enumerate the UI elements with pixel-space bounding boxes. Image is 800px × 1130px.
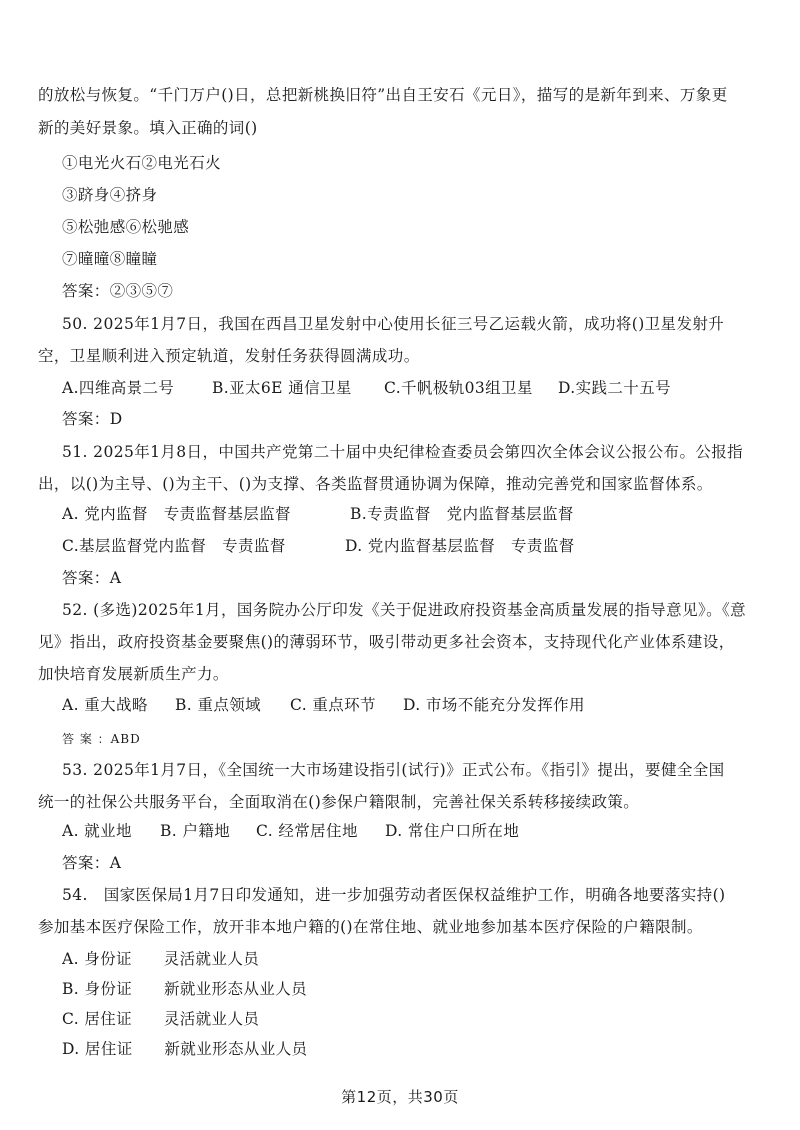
q54-option-c: C. 居住证 灵活就业人员 [62, 1010, 260, 1028]
q50-option-a: A.四维高景二号 [62, 379, 175, 397]
q50-answer: 答案：D [62, 410, 123, 428]
q52-text-line2: 见》指出，政府投资基金要聚焦()的薄弱环节，吸引带动更多社会资本，支持现代化产业体系建设， [38, 633, 735, 651]
q53-option-d: D. 常住户口所在地 [385, 822, 520, 840]
q52-option-b: B. 重点领域 [175, 696, 262, 714]
q53-option-a: A. 就业地 [62, 822, 132, 840]
q54-option-b: B. 身份证 新就业形态从业人员 [62, 980, 308, 998]
q53-option-c: C. 经常居住地 [256, 822, 358, 840]
page-number: 第12页，共30页 [341, 1088, 459, 1106]
q50-option-b: B.亚太6E 通信卫星 [212, 379, 352, 397]
q53-text-line1: 53. 2025年1月7日，《全国统一大市场建设指引(试行)》正式公布。《指引》提出，要健全全国 [62, 761, 725, 779]
q53-text-line2: 统一的社保公共服务平台，全面取消在()参保户籍限制，完善社保关系转移接续政策。 [38, 793, 640, 811]
q52-text-line3: 加快培育发展新质生产力。 [38, 665, 229, 683]
q53-answer: 答案：A [62, 854, 122, 872]
q51-option-a: A. 党内监督 专责监督基层监督 [62, 505, 291, 523]
q49-choice-2: ③跻身④挤身 [62, 186, 158, 204]
q51-option-b: B.专责监督 党内监督基层监督 [350, 505, 574, 523]
q52-option-c: C. 重点环节 [290, 696, 376, 714]
q51-option-d: D. 党内监督基层监督 专责监督 [345, 537, 575, 555]
q53-option-b: B. 户籍地 [160, 822, 231, 840]
q54-text-line2: 参加基本医疗保险工作，放开非本地户籍的()在常住地、就业地参加基本医疗保险的户籍限制。 [38, 918, 703, 936]
q49-answer: 答案：②③⑤⑦ [62, 282, 174, 300]
q52-answer: 答 案 ：ABD [62, 732, 141, 746]
q51-text-line1: 51. 2025年1月8日，中国共产党第二十届中央纪律检查委员会第四次全体会议公报公布。公报指 [62, 443, 744, 461]
q50-option-d: D.实践二十五号 [558, 379, 672, 397]
q49-choice-4: ⑦曈曈⑧瞳瞳 [62, 250, 158, 268]
q52-text-line1: 52. (多选)2025年1月，国务院办公厅印发《关于促进政府投资基金高质量发展的指导意见》。《意 [62, 601, 747, 619]
q50-option-c: C.千帆极轨03组卫星 [384, 379, 533, 397]
q49-choice-3: ⑤松弛感⑥松驰感 [62, 218, 190, 236]
q51-answer: 答案：A [62, 569, 122, 587]
q49-text-line1: 的放松与恢复。“千门万户()日，总把新桃换旧符”出自王安石《元日》，描写的是新年到来、万象更 [38, 86, 728, 104]
q51-text-line2: 出，以()为主导、()为主干、()为支撑、各类监督贯通协调为保障，推动完善党和国家监督体系。 [38, 475, 713, 493]
q54-option-d: D. 居住证 新就业形态从业人员 [62, 1040, 308, 1058]
q49-text-line2: 新的美好景象。填入正确的词() [38, 119, 258, 137]
q49-choice-1: ①电光火石②电光石火 [62, 154, 222, 172]
q50-text-line1: 50. 2025年1月7日，我国在西昌卫星发射中心使用长征三号乙运载火箭，成功将()卫星发射升 [62, 315, 725, 333]
q52-option-d: D. 市场不能充分发挥作用 [403, 696, 585, 714]
q51-option-c: C.基层监督党内监督 专责监督 [62, 537, 286, 555]
q50-text-line2: 空，卫星顺利进入预定轨道，发射任务获得圆满成功。 [38, 347, 420, 365]
q54-option-a: A. 身份证 灵活就业人员 [62, 950, 260, 968]
q54-text-line1: 54. 国家医保局1月7日印发通知，进一步加强劳动者医保权益维护工作，明确各地要落实持() [62, 886, 726, 904]
q52-option-a: A. 重大战略 [62, 696, 148, 714]
